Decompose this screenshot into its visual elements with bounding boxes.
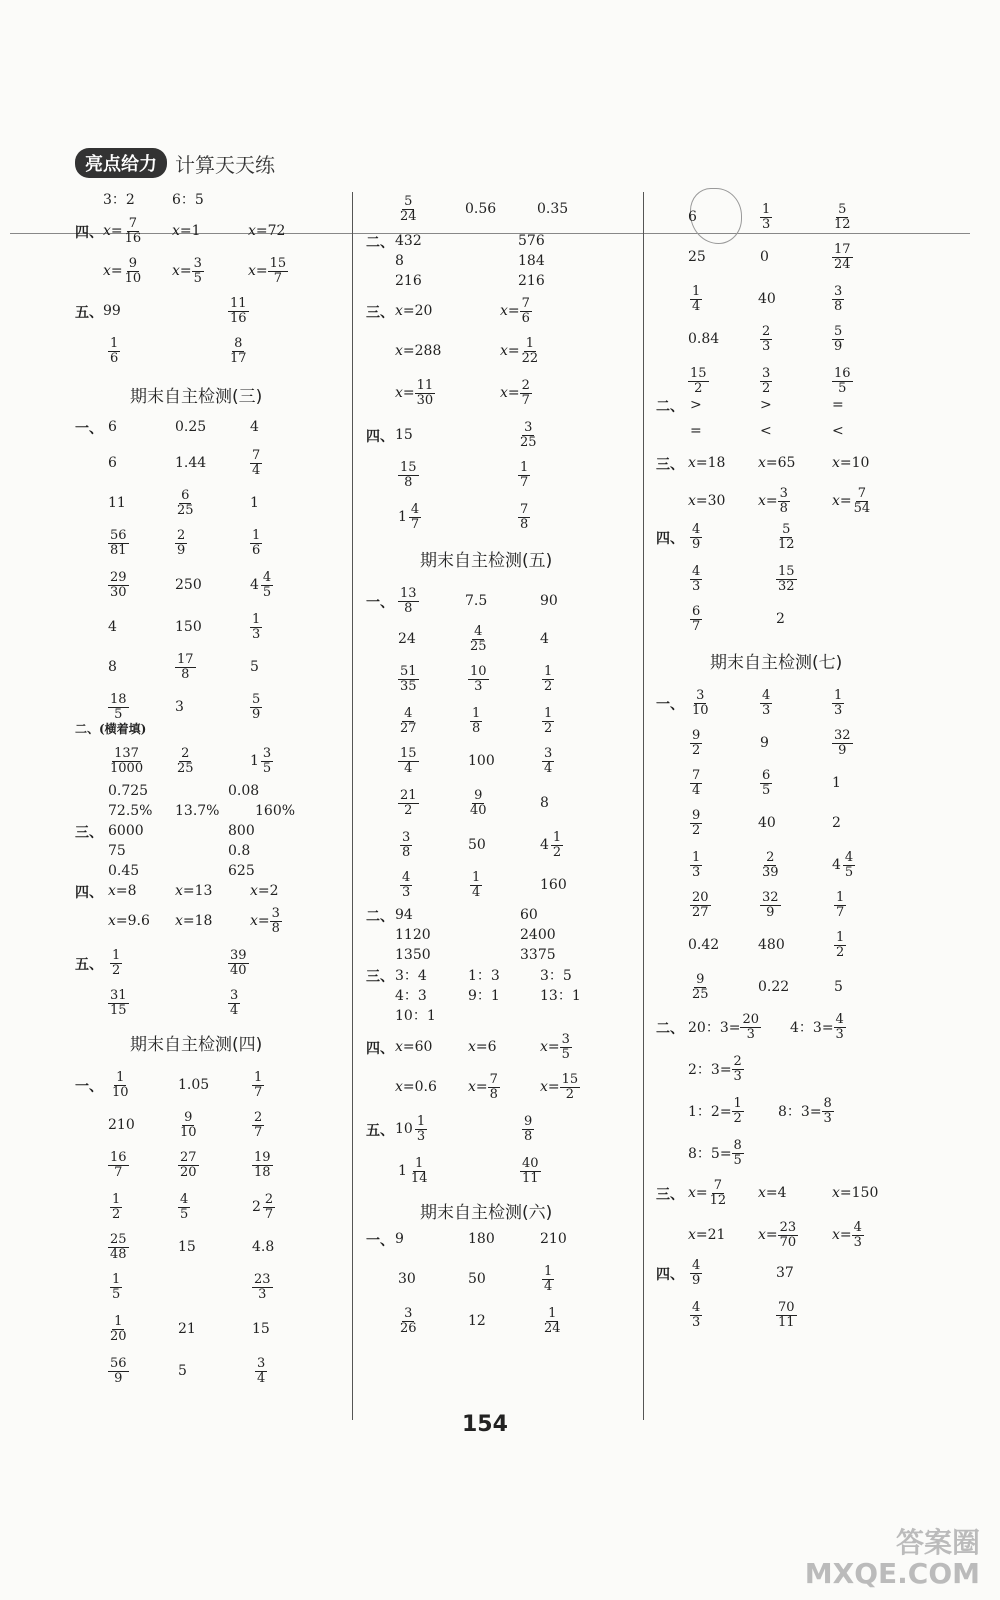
section-label: 三、 bbox=[366, 969, 394, 985]
answer: $\frac{5}{9}$ bbox=[834, 323, 843, 354]
answer: x =18 bbox=[688, 455, 726, 471]
answer: $\frac{1}{3}$ bbox=[252, 611, 261, 642]
answer: 0 bbox=[760, 249, 769, 265]
answer: 2：3= $\frac{2}{3}$ bbox=[688, 1053, 742, 1084]
answer: $\frac{4}{27}$ bbox=[400, 705, 417, 736]
answer: $\frac{4}{9}$ bbox=[692, 521, 701, 552]
answer: $\frac{4}{3}$ bbox=[402, 869, 411, 900]
answer: $\frac{3}{4}$ bbox=[257, 1355, 266, 1386]
answer: $\frac{9}{2}$ bbox=[692, 807, 701, 838]
answer: 1 bbox=[832, 775, 841, 791]
answer: $\frac{1}{7}$ bbox=[254, 1069, 263, 1100]
answer: 250 bbox=[175, 577, 202, 593]
answer: $\frac{70}{11}$ bbox=[778, 1299, 795, 1330]
section-title: 期末自主检测(三) bbox=[130, 387, 263, 407]
answer: $\frac{9}{40}$ bbox=[470, 787, 487, 818]
answer: $\frac{2}{25}$ bbox=[177, 745, 194, 776]
answer: $\frac{4}{3}$ bbox=[692, 563, 701, 594]
answer: > bbox=[690, 397, 702, 413]
answer: $\frac{23}{3}$ bbox=[254, 1271, 271, 1302]
answer: $\frac{6}{7}$ bbox=[692, 603, 701, 634]
answer: 0.84 bbox=[688, 331, 720, 347]
answer: $\frac{1}{5}$ bbox=[112, 1271, 121, 1302]
answer: $\frac{1}{7}$ bbox=[520, 459, 529, 490]
section-label: 四、 bbox=[75, 885, 103, 901]
answer: x = $\frac{23}{70}$ bbox=[758, 1219, 797, 1250]
answer: 5 bbox=[834, 979, 843, 995]
answer: 37 bbox=[776, 1265, 794, 1281]
answer: $\frac{5}{24}$ bbox=[400, 193, 417, 224]
answer: 576 bbox=[518, 233, 545, 249]
answer: 50 bbox=[468, 1271, 486, 1287]
answer: $\frac{3}{8}$ bbox=[834, 283, 843, 314]
answer: 0.22 bbox=[758, 979, 790, 995]
answer: x = $\frac{15}{7}$ bbox=[248, 255, 287, 286]
answer: 1：3 bbox=[468, 968, 500, 984]
answer: $\frac{56}{9}$ bbox=[110, 1355, 127, 1386]
answer: $\frac{4}{3}$ bbox=[692, 1299, 701, 1330]
answer: 150 bbox=[175, 619, 202, 635]
answer: 4 $\frac{1}{2}$ bbox=[540, 829, 562, 860]
scan-fold-line bbox=[10, 233, 970, 234]
answer: $\frac{21}{2}$ bbox=[400, 787, 417, 818]
answer: x = $\frac{7}{6}$ bbox=[500, 295, 530, 326]
answer: $\frac{51}{35}$ bbox=[400, 663, 417, 694]
answer: $\frac{3}{2}$ bbox=[762, 365, 771, 396]
answer: x =0.6 bbox=[395, 1079, 437, 1095]
answer: $\frac{8}{17}$ bbox=[230, 335, 247, 366]
answer: x = $\frac{3}{8}$ bbox=[250, 905, 280, 936]
answer: $\frac{39}{40}$ bbox=[230, 947, 247, 978]
answer: < bbox=[832, 423, 844, 439]
answer: 4.8 bbox=[252, 1239, 275, 1255]
answer: $\frac{3}{4}$ bbox=[544, 745, 553, 776]
ratio-b: 6：5 bbox=[172, 192, 204, 208]
answer: x = $\frac{7}{16}$ bbox=[103, 215, 142, 246]
answer: 100 bbox=[468, 753, 495, 769]
answer: $\frac{4}{3}$ bbox=[762, 687, 771, 718]
answer: $\frac{27}{20}$ bbox=[180, 1149, 197, 1180]
answer: 10：1 bbox=[395, 1008, 436, 1024]
answer: $\frac{6}{25}$ bbox=[177, 487, 194, 518]
answer: $\frac{1}{2}$ bbox=[112, 1191, 121, 1222]
answer: 184 bbox=[518, 253, 545, 269]
answer: x = $\frac{3}{5}$ bbox=[540, 1031, 570, 1062]
answer: = bbox=[832, 397, 844, 413]
answer: 24 bbox=[398, 631, 416, 647]
answer: 480 bbox=[758, 937, 785, 953]
answer: $\frac{31}{15}$ bbox=[110, 987, 127, 1018]
site-watermark bbox=[805, 1528, 980, 1590]
section-label: 四、 bbox=[656, 531, 684, 547]
answer: 4：3= $\frac{4}{3}$ bbox=[790, 1011, 844, 1042]
section-title: 期末自主检测(四) bbox=[130, 1035, 263, 1055]
answer: $\frac{15}{32}$ bbox=[778, 563, 795, 594]
answer: $\frac{3}{4}$ bbox=[230, 987, 239, 1018]
answer: 10 $\frac{1}{3}$ bbox=[395, 1113, 426, 1144]
header-badge: 亮点给力 bbox=[75, 148, 167, 178]
answer: $\frac{56}{81}$ bbox=[110, 527, 127, 558]
section-label: 二、 bbox=[366, 909, 394, 925]
answer: < bbox=[760, 423, 772, 439]
answer: 216 bbox=[518, 273, 545, 289]
answer: 1：2= $\frac{1}{2}$ bbox=[688, 1095, 742, 1126]
answer: $\frac{9}{2}$ bbox=[692, 727, 701, 758]
answer: $\frac{3}{26}$ bbox=[400, 1305, 417, 1336]
answer: x =13 bbox=[175, 883, 213, 899]
answer: 1120 bbox=[395, 927, 431, 943]
answer: $\frac{40}{11}$ bbox=[522, 1155, 539, 1186]
answer: 432 bbox=[395, 233, 422, 249]
answer: x =65 bbox=[758, 455, 796, 471]
answer: $\frac{10}{3}$ bbox=[470, 663, 487, 694]
answer: $\frac{3}{8}$ bbox=[402, 829, 411, 860]
section-label: 五、 bbox=[75, 305, 103, 321]
answer: 0.56 bbox=[465, 201, 497, 217]
answer: 3375 bbox=[520, 947, 556, 963]
answer: 6 bbox=[108, 455, 117, 471]
answer: $\frac{5}{12}$ bbox=[834, 201, 851, 232]
answer: $\frac{1}{3}$ bbox=[692, 849, 701, 880]
section-label: 三、 bbox=[366, 305, 394, 321]
answer: $\frac{1}{3}$ bbox=[834, 687, 843, 718]
answer: 50 bbox=[468, 837, 486, 853]
answer: $\frac{3}{25}$ bbox=[520, 419, 537, 450]
answer: 160% bbox=[255, 803, 296, 819]
answer: 7.5 bbox=[465, 593, 488, 609]
answer: $\frac{1}{2}$ bbox=[544, 663, 553, 694]
answer: 99 bbox=[103, 303, 121, 319]
answer: x =9.6 bbox=[108, 913, 150, 929]
answer: 1.05 bbox=[178, 1077, 210, 1093]
section-label: 四、 bbox=[366, 1041, 394, 1057]
answer: $\frac{7}{4}$ bbox=[692, 767, 701, 798]
answer: $\frac{29}{30}$ bbox=[110, 569, 127, 600]
answer: x =288 bbox=[395, 343, 442, 359]
answer: 15 bbox=[395, 427, 413, 443]
answer: $\frac{1}{2}$ bbox=[112, 947, 121, 978]
answer: 3：5 bbox=[540, 968, 572, 984]
answer: $\frac{1}{6}$ bbox=[110, 335, 119, 366]
section-label: 二、 bbox=[656, 1021, 684, 1037]
answer: $\frac{19}{18}$ bbox=[254, 1149, 271, 1180]
answer: $\frac{2}{7}$ bbox=[254, 1109, 263, 1140]
column-divider-2 bbox=[643, 192, 644, 1420]
ratio-a: 3：2 bbox=[103, 192, 135, 208]
answer: 0.8 bbox=[228, 843, 251, 859]
answer: x =1 bbox=[172, 223, 201, 239]
answer: 625 bbox=[228, 863, 255, 879]
answer: 6 bbox=[108, 419, 117, 435]
answer: $\frac{13}{8}$ bbox=[400, 585, 417, 616]
answer: = bbox=[690, 423, 702, 439]
answer: x = $\frac{9}{10}$ bbox=[103, 255, 142, 286]
answer: $\frac{1}{4}$ bbox=[544, 1263, 553, 1294]
answer: 216 bbox=[395, 273, 422, 289]
column-divider-1 bbox=[352, 192, 353, 1420]
answer: 6 bbox=[688, 209, 697, 225]
section-title: 期末自主检测(七) bbox=[710, 653, 843, 673]
answer: 13：1 bbox=[540, 988, 581, 1004]
section-label: 三、 bbox=[656, 1187, 684, 1203]
section-label: 二、 bbox=[366, 235, 394, 251]
answer: $\frac{4}{5}$ bbox=[180, 1191, 189, 1222]
answer: 8 bbox=[540, 795, 549, 811]
section-label: 二、(横着填) bbox=[75, 722, 147, 736]
section-label: 四、 bbox=[75, 225, 103, 241]
answer: $\frac{9}{10}$ bbox=[180, 1109, 197, 1140]
answer: 1 bbox=[250, 495, 259, 511]
answer: 0.25 bbox=[175, 419, 207, 435]
answer: 13.7% bbox=[175, 803, 220, 819]
answer: 0.08 bbox=[228, 783, 260, 799]
answer: $\frac{5}{9}$ bbox=[252, 691, 261, 722]
answer: 75 bbox=[108, 843, 126, 859]
answer: $\frac{4}{9}$ bbox=[692, 1257, 701, 1288]
answer: x = $\frac{7}{12}$ bbox=[688, 1177, 727, 1208]
answer: $\frac{32}{9}$ bbox=[834, 727, 851, 758]
answer: 4 bbox=[250, 419, 259, 435]
answer: x = $\frac{3}{8}$ bbox=[758, 485, 788, 516]
answer: x = $\frac{2}{7}$ bbox=[500, 377, 530, 408]
answer: $\frac{3}{10}$ bbox=[692, 687, 709, 718]
answer: $\frac{137}{1000}$ bbox=[110, 745, 144, 776]
answer: 8：5= $\frac{8}{5}$ bbox=[688, 1137, 742, 1168]
answer: x = $\frac{3}{5}$ bbox=[172, 255, 202, 286]
answer: 2400 bbox=[520, 927, 556, 943]
answer: 4 $\frac{4}{5}$ bbox=[832, 849, 854, 880]
answer: 9 bbox=[760, 735, 769, 751]
answer: 4 bbox=[540, 631, 549, 647]
answer: 15 bbox=[178, 1239, 196, 1255]
section-label: 四、 bbox=[366, 429, 394, 445]
answer: $\frac{1}{6}$ bbox=[252, 527, 261, 558]
answer: 0.45 bbox=[108, 863, 140, 879]
section-title: 期末自主检测(六) bbox=[420, 1203, 553, 1223]
answer: $\frac{1}{8}$ bbox=[472, 705, 481, 736]
answer: 180 bbox=[468, 1231, 495, 1247]
answer: $\frac{4}{25}$ bbox=[470, 623, 487, 654]
answer: 3 bbox=[175, 699, 184, 715]
answer: $\frac{6}{5}$ bbox=[762, 767, 771, 798]
answer: 1.44 bbox=[175, 455, 207, 471]
section-label: 一、 bbox=[75, 1079, 103, 1095]
answer: 11 bbox=[108, 495, 126, 511]
answer: 2 bbox=[832, 815, 841, 831]
answer: 0.35 bbox=[537, 201, 569, 217]
answer: x =6 bbox=[468, 1039, 497, 1055]
answer: x = $\frac{15}{2}$ bbox=[540, 1071, 579, 1102]
answer: x = $\frac{7}{8}$ bbox=[468, 1071, 498, 1102]
answer: 8：3= $\frac{8}{3}$ bbox=[778, 1095, 832, 1126]
answer: $\frac{1}{3}$ bbox=[762, 201, 771, 232]
answer: x =10 bbox=[832, 455, 870, 471]
answer: > bbox=[760, 397, 772, 413]
answer: 5 bbox=[250, 659, 259, 675]
answer: $\frac{16}{7}$ bbox=[110, 1149, 127, 1180]
answer: 40 bbox=[758, 815, 776, 831]
answer: 4 bbox=[108, 619, 117, 635]
answer: $\frac{1}{2}$ bbox=[544, 705, 553, 736]
answer: x = $\frac{7}{54}$ bbox=[832, 485, 871, 516]
answer: x =150 bbox=[832, 1185, 879, 1201]
section-label: 二、 bbox=[656, 399, 684, 415]
answer: 30 bbox=[398, 1271, 416, 1287]
answer: $\frac{11}{16}$ bbox=[230, 295, 247, 326]
answer: 15 bbox=[252, 1321, 270, 1337]
answer: $\frac{2}{3}$ bbox=[762, 323, 771, 354]
answer: $\frac{32}{9}$ bbox=[762, 889, 779, 920]
page-number: 154 bbox=[462, 1412, 508, 1437]
answer: 160 bbox=[540, 877, 567, 893]
answer: 90 bbox=[540, 593, 558, 609]
answer: 210 bbox=[108, 1117, 135, 1133]
answer: $\frac{7}{4}$ bbox=[252, 447, 261, 478]
answer: x =4 bbox=[758, 1185, 787, 1201]
answer: 2 $\frac{2}{7}$ bbox=[252, 1191, 274, 1222]
answer: x =60 bbox=[395, 1039, 433, 1055]
answer: 8 bbox=[108, 659, 117, 675]
answer: 6000 bbox=[108, 823, 144, 839]
answer: 9：1 bbox=[468, 988, 500, 1004]
answer: $\frac{1}{10}$ bbox=[112, 1069, 129, 1100]
answer: x =20 bbox=[395, 303, 433, 319]
watermark-line-2: MXQE.COM bbox=[804, 1557, 980, 1591]
answer: 2 bbox=[776, 611, 785, 627]
answer: x =18 bbox=[175, 913, 213, 929]
answer: 210 bbox=[540, 1231, 567, 1247]
answer: 72.5% bbox=[108, 803, 153, 819]
section-label: 五、 bbox=[75, 957, 103, 973]
answer: $\frac{18}{5}$ bbox=[110, 691, 127, 722]
answer: 800 bbox=[228, 823, 255, 839]
answer: 40 bbox=[758, 291, 776, 307]
section-label: 一、 bbox=[366, 1233, 394, 1249]
answer: 20：3= $\frac{20}{3}$ bbox=[688, 1011, 759, 1042]
answer: $\frac{2}{9}$ bbox=[177, 527, 186, 558]
section-label: 三、 bbox=[75, 825, 103, 841]
answer: 1 $\frac{3}{5}$ bbox=[250, 745, 272, 776]
answer: $\frac{7}{8}$ bbox=[520, 501, 529, 532]
section-label: 五、 bbox=[366, 1123, 394, 1139]
section-label: 四、 bbox=[656, 1267, 684, 1283]
watermark-line-1: 答案圈 bbox=[895, 1526, 980, 1560]
answer: $\frac{5}{12}$ bbox=[778, 521, 795, 552]
answer: 25 bbox=[688, 249, 706, 265]
answer: 12 bbox=[468, 1313, 486, 1329]
answer: $\frac{1}{2}$ bbox=[836, 929, 845, 960]
section-label: 一、 bbox=[656, 697, 684, 713]
section-title: 期末自主检测(五) bbox=[420, 551, 553, 571]
answer: $\frac{15}{8}$ bbox=[400, 459, 417, 490]
answer: $\frac{1}{24}$ bbox=[544, 1305, 561, 1336]
section-label: 一、 bbox=[75, 421, 103, 437]
answer: 4 $\frac{4}{5}$ bbox=[250, 569, 272, 600]
answer: x = $\frac{11}{30}$ bbox=[395, 377, 434, 408]
header-subtitle: 计算天天练 bbox=[175, 152, 275, 177]
answer: 5 bbox=[178, 1363, 187, 1379]
answer: $\frac{17}{24}$ bbox=[834, 241, 851, 272]
answer: 0.725 bbox=[108, 783, 149, 799]
section-label: 一、 bbox=[366, 595, 394, 611]
answer: $\frac{9}{25}$ bbox=[692, 971, 709, 1002]
answer: $\frac{25}{48}$ bbox=[110, 1231, 127, 1262]
answer: 4：3 bbox=[395, 988, 427, 1004]
answer: 8 bbox=[395, 253, 404, 269]
answer: 1 $\frac{1}{14}$ bbox=[398, 1155, 428, 1186]
answer: $\frac{1}{20}$ bbox=[110, 1313, 127, 1344]
answer: x =30 bbox=[688, 493, 726, 509]
answer: $\frac{9}{8}$ bbox=[524, 1113, 533, 1144]
answer: 1 $\frac{4}{7}$ bbox=[398, 501, 420, 532]
section-label: 三、 bbox=[656, 457, 684, 473]
answer: $\frac{20}{27}$ bbox=[692, 889, 709, 920]
answer: $\frac{2}{39}$ bbox=[762, 849, 779, 880]
answer: $\frac{1}{4}$ bbox=[472, 869, 481, 900]
answer: 21 bbox=[178, 1321, 196, 1337]
answer: x =2 bbox=[250, 883, 279, 899]
answer: x =21 bbox=[688, 1227, 726, 1243]
answer: 0.42 bbox=[688, 937, 720, 953]
answer: x = $\frac{4}{3}$ bbox=[832, 1219, 862, 1250]
answer: 60 bbox=[520, 907, 538, 923]
answer: $\frac{17}{8}$ bbox=[177, 651, 194, 682]
answer: 94 bbox=[395, 907, 413, 923]
answer: $\frac{1}{7}$ bbox=[836, 889, 845, 920]
answer: 1350 bbox=[395, 947, 431, 963]
answer: x =8 bbox=[108, 883, 137, 899]
answer: 9 bbox=[395, 1231, 404, 1247]
answer: $\frac{16}{5}$ bbox=[834, 365, 851, 396]
answer: $\frac{1}{4}$ bbox=[692, 283, 701, 314]
answer: $\frac{15}{2}$ bbox=[690, 365, 707, 396]
answer: 3：4 bbox=[395, 968, 427, 984]
page-header bbox=[75, 148, 275, 178]
answer: x = $\frac{1}{22}$ bbox=[500, 335, 539, 366]
answer: $\frac{15}{4}$ bbox=[400, 745, 417, 776]
answer: x =72 bbox=[248, 223, 286, 239]
